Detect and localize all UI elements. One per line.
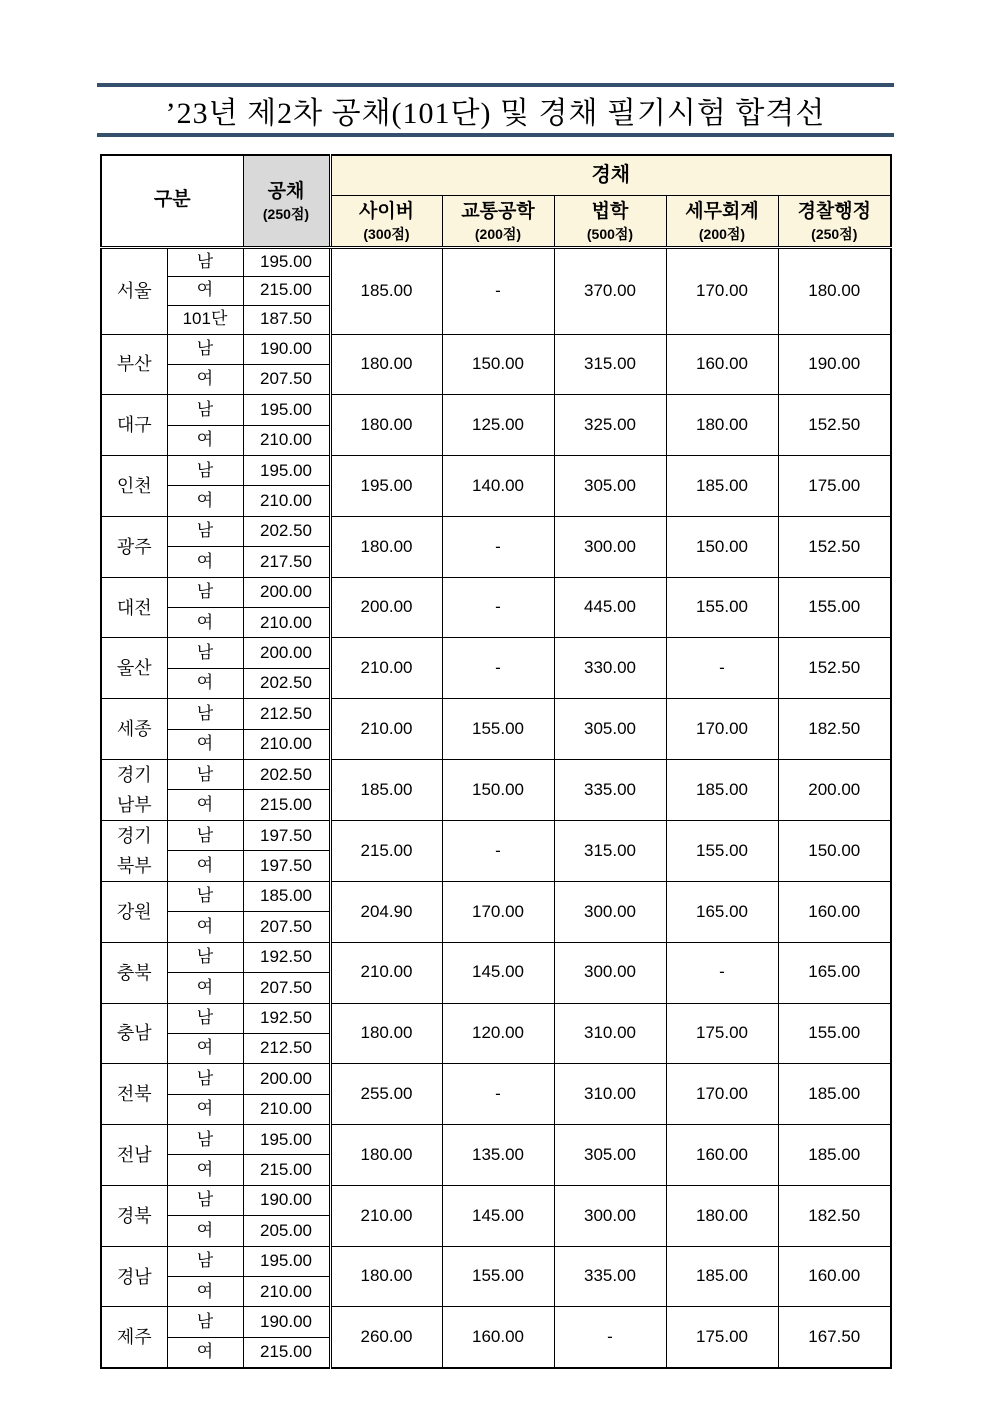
table-row: [101, 1246, 891, 1276]
career-score-cell: 210.00: [330, 1185, 442, 1246]
header-category: 구분: [101, 155, 243, 247]
open-score-cell: 200.00: [243, 577, 330, 607]
header-field-traffic: [442, 195, 554, 247]
table-row: [101, 516, 891, 546]
career-score-cell: 152.50: [778, 638, 891, 699]
career-score-cell: -: [442, 820, 554, 881]
career-score-cell: 155.00: [666, 577, 778, 638]
career-score-cell: 150.00: [778, 820, 891, 881]
career-score-cell: 180.00: [666, 395, 778, 456]
header-field-label: 경찰행정: [797, 200, 871, 222]
career-score-cell: 155.00: [442, 1246, 554, 1307]
career-score-cell: 175.00: [778, 456, 891, 517]
header-field-label: 법학: [591, 200, 629, 222]
open-score-cell: 215.00: [243, 1337, 330, 1367]
group-cell: 여: [167, 1216, 243, 1246]
open-score-cell: 202.50: [243, 668, 330, 698]
open-score-cell: 185.00: [243, 881, 330, 911]
score-table-body: [101, 247, 891, 1368]
group-cell: 여: [167, 1337, 243, 1367]
table-row: [101, 1125, 891, 1155]
career-score-cell: -: [442, 577, 554, 638]
group-cell: 여: [167, 729, 243, 759]
open-score-cell: 202.50: [243, 516, 330, 546]
group-cell: 남: [167, 395, 243, 425]
career-score-cell: -: [442, 247, 554, 334]
group-cell: 여: [167, 364, 243, 394]
open-score-cell: 215.00: [243, 276, 330, 305]
career-score-cell: 155.00: [442, 699, 554, 760]
table-row: [101, 395, 891, 425]
career-score-cell: 185.00: [666, 456, 778, 517]
header-career-recruitment: 경채: [330, 155, 891, 195]
header-field-label: 사이버: [358, 200, 415, 222]
table-row: [101, 1185, 891, 1215]
header-field-police-admin: [778, 195, 891, 247]
group-cell: 남: [167, 577, 243, 607]
group-cell: 여: [167, 425, 243, 455]
region-cell: 제주: [101, 1307, 167, 1368]
career-score-cell: 305.00: [554, 1125, 666, 1186]
career-score-cell: 190.00: [778, 334, 891, 395]
group-cell: 여: [167, 547, 243, 577]
career-score-cell: 370.00: [554, 247, 666, 334]
career-score-cell: 310.00: [554, 1064, 666, 1125]
career-score-cell: 335.00: [554, 759, 666, 820]
open-score-cell: 187.50: [243, 305, 330, 334]
region-cell: 경기 남부: [101, 759, 167, 820]
group-cell: 여: [167, 1277, 243, 1307]
career-score-cell: 180.00: [330, 1003, 442, 1064]
header-field-label: 교통공학: [461, 200, 535, 222]
open-score-cell: 215.00: [243, 1155, 330, 1185]
open-score-cell: 192.50: [243, 942, 330, 972]
region-cell: 충북: [101, 942, 167, 1003]
career-score-cell: 185.00: [330, 759, 442, 820]
group-cell: 여: [167, 851, 243, 882]
open-score-cell: 197.50: [243, 851, 330, 882]
career-score-cell: 150.00: [442, 334, 554, 395]
career-score-cell: 150.00: [442, 759, 554, 820]
header-open-recruitment: [243, 155, 330, 247]
career-score-cell: 195.00: [330, 456, 442, 517]
career-score-cell: 200.00: [778, 759, 891, 820]
region-cell: 충남: [101, 1003, 167, 1064]
title-banner: [97, 83, 894, 137]
group-cell: 남: [167, 247, 243, 276]
career-score-cell: 150.00: [666, 516, 778, 577]
group-cell: 여: [167, 486, 243, 516]
group-cell: 여: [167, 276, 243, 305]
career-score-cell: 445.00: [554, 577, 666, 638]
career-score-cell: 185.00: [778, 1125, 891, 1186]
career-score-cell: 155.00: [666, 820, 778, 881]
career-score-cell: 185.00: [666, 759, 778, 820]
career-score-cell: -: [442, 1064, 554, 1125]
career-score-cell: -: [442, 516, 554, 577]
career-score-cell: 180.00: [330, 1125, 442, 1186]
group-cell: 남: [167, 699, 243, 729]
table-row: [101, 881, 891, 911]
region-cell: 대구: [101, 395, 167, 456]
career-score-cell: 185.00: [666, 1246, 778, 1307]
header-field-law: [554, 195, 666, 247]
header-field-tax-accounting: [666, 195, 778, 247]
career-score-cell: 325.00: [554, 395, 666, 456]
career-score-cell: 210.00: [330, 942, 442, 1003]
table-row: [101, 638, 891, 668]
open-score-cell: 217.50: [243, 547, 330, 577]
open-score-cell: 215.00: [243, 790, 330, 821]
open-score-cell: 200.00: [243, 638, 330, 668]
career-score-cell: 155.00: [778, 1003, 891, 1064]
region-cell: 인천: [101, 456, 167, 517]
region-cell: 광주: [101, 516, 167, 577]
career-score-cell: 165.00: [778, 942, 891, 1003]
table-header: [101, 155, 891, 247]
group-cell: 남: [167, 1064, 243, 1094]
open-score-cell: 195.00: [243, 247, 330, 276]
career-score-cell: 170.00: [666, 1064, 778, 1125]
region-cell: 서울: [101, 247, 167, 334]
career-score-cell: 305.00: [554, 699, 666, 760]
open-score-cell: 192.50: [243, 1003, 330, 1033]
open-score-cell: 212.50: [243, 1033, 330, 1063]
career-score-cell: 315.00: [554, 820, 666, 881]
region-cell: 강원: [101, 881, 167, 942]
open-score-cell: 190.00: [243, 1307, 330, 1337]
header-field-label: 세무회계: [685, 200, 759, 222]
page-title: ’23년 제2차 공채(101단) 및 경채 필기시험 합격선: [165, 97, 826, 130]
group-cell: 여: [167, 608, 243, 638]
career-score-cell: 330.00: [554, 638, 666, 699]
header-open-points: (250점): [262, 205, 310, 222]
region-cell: 세종: [101, 699, 167, 760]
table-row: [101, 1064, 891, 1094]
group-cell: 남: [167, 1125, 243, 1155]
score-table: [100, 154, 892, 1369]
group-cell: 남: [167, 516, 243, 546]
open-score-cell: 207.50: [243, 912, 330, 942]
group-cell: 남: [167, 942, 243, 972]
region-cell: 경북: [101, 1185, 167, 1246]
open-score-cell: 195.00: [243, 1246, 330, 1276]
career-score-cell: 170.00: [666, 699, 778, 760]
career-score-cell: 160.00: [778, 1246, 891, 1307]
open-score-cell: 190.00: [243, 334, 330, 364]
table-row: [101, 759, 891, 790]
group-cell: 남: [167, 456, 243, 486]
region-cell: 대전: [101, 577, 167, 638]
career-score-cell: 185.00: [330, 247, 442, 334]
group-cell: 남: [167, 1003, 243, 1033]
header-open-label: 공채: [267, 180, 305, 202]
career-score-cell: 165.00: [666, 881, 778, 942]
career-score-cell: 182.50: [778, 699, 891, 760]
career-score-cell: 215.00: [330, 820, 442, 881]
career-score-cell: 260.00: [330, 1307, 442, 1368]
career-score-cell: 185.00: [778, 1064, 891, 1125]
header-field-points: (300점): [363, 225, 410, 242]
header-field-points: (200점): [698, 225, 746, 242]
group-cell: 남: [167, 1185, 243, 1215]
table-row: [101, 942, 891, 972]
group-cell: 여: [167, 1033, 243, 1063]
career-score-cell: 305.00: [554, 456, 666, 517]
career-score-cell: 300.00: [554, 516, 666, 577]
open-score-cell: 212.50: [243, 699, 330, 729]
career-score-cell: 310.00: [554, 1003, 666, 1064]
career-score-cell: 125.00: [442, 395, 554, 456]
career-score-cell: -: [666, 638, 778, 699]
open-score-cell: 210.00: [243, 1277, 330, 1307]
header-row-top: [101, 155, 891, 195]
career-score-cell: 160.00: [666, 1125, 778, 1186]
table-row: [101, 247, 891, 276]
open-score-cell: 205.00: [243, 1216, 330, 1246]
career-score-cell: 182.50: [778, 1185, 891, 1246]
open-score-cell: 207.50: [243, 364, 330, 394]
open-score-cell: 210.00: [243, 1094, 330, 1124]
career-score-cell: 152.50: [778, 395, 891, 456]
career-score-cell: 200.00: [330, 577, 442, 638]
group-cell: 여: [167, 668, 243, 698]
open-score-cell: 210.00: [243, 486, 330, 516]
career-score-cell: 160.00: [778, 881, 891, 942]
career-score-cell: 180.00: [330, 395, 442, 456]
group-cell: 여: [167, 973, 243, 1003]
open-score-cell: 210.00: [243, 608, 330, 638]
career-score-cell: 160.00: [666, 334, 778, 395]
career-score-cell: 145.00: [442, 1185, 554, 1246]
career-score-cell: 315.00: [554, 334, 666, 395]
career-score-cell: 180.00: [778, 247, 891, 334]
group-cell: 101단: [167, 305, 243, 334]
career-score-cell: 204.90: [330, 881, 442, 942]
open-score-cell: 195.00: [243, 395, 330, 425]
header-field-points: (250점): [811, 225, 858, 242]
open-score-cell: 195.00: [243, 456, 330, 486]
career-score-cell: 210.00: [330, 638, 442, 699]
group-cell: 여: [167, 1155, 243, 1185]
career-score-cell: 180.00: [666, 1185, 778, 1246]
career-score-cell: 300.00: [554, 881, 666, 942]
career-score-cell: -: [554, 1307, 666, 1368]
group-cell: 남: [167, 1246, 243, 1276]
header-field-cyber: [330, 195, 442, 247]
career-score-cell: 170.00: [442, 881, 554, 942]
table-row: [101, 456, 891, 486]
group-cell: 남: [167, 881, 243, 911]
career-score-cell: -: [442, 638, 554, 699]
career-score-cell: 167.50: [778, 1307, 891, 1368]
open-score-cell: 207.50: [243, 973, 330, 1003]
career-score-cell: 145.00: [442, 942, 554, 1003]
career-score-cell: 160.00: [442, 1307, 554, 1368]
career-score-cell: 175.00: [666, 1003, 778, 1064]
open-score-cell: 202.50: [243, 759, 330, 790]
table-row: [101, 577, 891, 607]
table-row: [101, 820, 891, 851]
open-score-cell: 195.00: [243, 1125, 330, 1155]
career-score-cell: 300.00: [554, 942, 666, 1003]
group-cell: 여: [167, 912, 243, 942]
group-cell: 남: [167, 334, 243, 364]
career-score-cell: -: [666, 942, 778, 1003]
career-score-cell: 170.00: [666, 247, 778, 334]
career-score-cell: 180.00: [330, 334, 442, 395]
open-score-cell: 210.00: [243, 729, 330, 759]
career-score-cell: 175.00: [666, 1307, 778, 1368]
region-cell: 경기 북부: [101, 820, 167, 881]
career-score-cell: 335.00: [554, 1246, 666, 1307]
open-score-cell: 210.00: [243, 425, 330, 455]
header-field-points: (200점): [474, 225, 522, 242]
group-cell: 남: [167, 638, 243, 668]
career-score-cell: 152.50: [778, 516, 891, 577]
group-cell: 남: [167, 759, 243, 790]
career-score-cell: 180.00: [330, 1246, 442, 1307]
region-cell: 전남: [101, 1125, 167, 1186]
region-cell: 경남: [101, 1246, 167, 1307]
career-score-cell: 135.00: [442, 1125, 554, 1186]
open-score-cell: 200.00: [243, 1064, 330, 1094]
table-row: [101, 1307, 891, 1337]
open-score-cell: 197.50: [243, 820, 330, 851]
group-cell: 남: [167, 820, 243, 851]
career-score-cell: 120.00: [442, 1003, 554, 1064]
region-cell: 울산: [101, 638, 167, 699]
career-score-cell: 140.00: [442, 456, 554, 517]
group-cell: 남: [167, 1307, 243, 1337]
table-row: [101, 334, 891, 364]
career-score-cell: 300.00: [554, 1185, 666, 1246]
group-cell: 여: [167, 1094, 243, 1124]
career-score-cell: 255.00: [330, 1064, 442, 1125]
open-score-cell: 190.00: [243, 1185, 330, 1215]
career-score-cell: 155.00: [778, 577, 891, 638]
group-cell: 여: [167, 790, 243, 821]
region-cell: 부산: [101, 334, 167, 395]
header-field-points: (500점): [586, 225, 634, 242]
region-cell: 전북: [101, 1064, 167, 1125]
career-score-cell: 180.00: [330, 516, 442, 577]
table-row: [101, 699, 891, 729]
career-score-cell: 210.00: [330, 699, 442, 760]
table-row: [101, 1003, 891, 1033]
